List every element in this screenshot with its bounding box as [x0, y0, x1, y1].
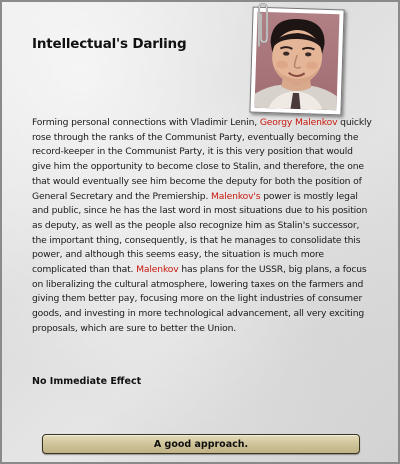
paperclip-icon — [254, 2, 270, 48]
event-description — [32, 116, 372, 337]
event-title: Intellectual's Darling — [32, 36, 187, 52]
body-segment: power is mostly legal and public, since he has the last word in most situations due to his position as deputy, as well as the people also recognize him as Stalin's successor, the important thing, consequently, is that he manages to consolidate this power, and although this seems easy, the situation is much more complicated than that. — [32, 190, 368, 276]
leader-name-link: Georgy Malenkov — [259, 117, 338, 128]
leader-name-link: Malenkov's — [211, 190, 261, 202]
leader-name-link: Malenkov — [136, 264, 179, 276]
event-option-button[interactable] — [42, 434, 360, 454]
body-segment: Forming personal connections with Vladimir Lenin, — [32, 117, 260, 128]
effect-text: No Immediate Effect — [32, 376, 142, 387]
body-segment: quickly rose through the ranks of the Communist Party, eventually becoming the record-keeper in the Communist Party, it is this very position that would give him the opportunity to become close to Stalin, and therefore, the one that would eventually see him become the deputy for both the position of General Secretary and the Premiership. — [32, 117, 372, 202]
event-option-label: A good approach. — [153, 438, 249, 450]
body-segment: has plans for the USSR, big plans, a focus on liberalizing the cultural atmosphere, lowering taxes on the farmers and giving them better pay, focusing more on the light industries of consumer goods, and investing in more technological advancement, all very exciting proposals, which are sure to better the Union. — [32, 264, 367, 334]
